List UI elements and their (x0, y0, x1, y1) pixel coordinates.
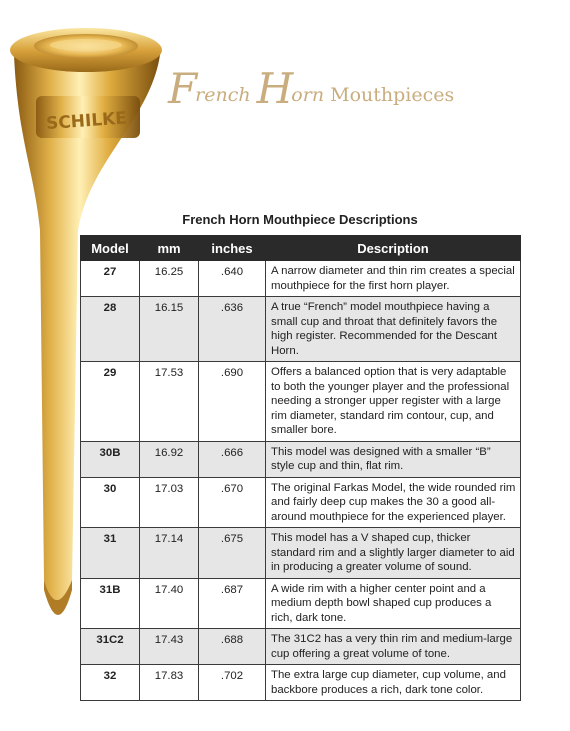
table-header-row (81, 236, 521, 261)
title-mouthpieces: Mouthpieces (330, 84, 455, 106)
engraving-text: SCHILKE (45, 108, 128, 135)
cell-mm: 17.53 (140, 362, 199, 442)
cell-mm: 17.14 (140, 528, 199, 579)
cell-description: A wide rim with a higher center point and a medium depth bowl shaped cup produces a rich, dark tone. (266, 578, 521, 629)
header-mm: mm (140, 236, 199, 261)
table-title: French Horn Mouthpiece Descriptions (182, 212, 418, 227)
cell-model: 27 (81, 261, 140, 297)
table-row (81, 441, 521, 477)
cell-inches: .670 (199, 477, 266, 528)
cell-inches: .702 (199, 665, 266, 701)
cell-description: This model was designed with a smaller “B” style cup and thin, flat rim. (266, 441, 521, 477)
cell-model: 31 (81, 528, 140, 579)
table-row (81, 665, 521, 701)
cell-model: 32 (81, 665, 140, 701)
cell-description: This model has a V shaped cup, thicker standard rim and a slightly larger diameter to aid in producing a greater volume of sound. (266, 528, 521, 579)
table-row (81, 261, 521, 297)
cell-mm: 17.40 (140, 578, 199, 629)
cell-mm: 17.03 (140, 477, 199, 528)
cell-description: A true “French” model mouthpiece having a small cup and throat that definitely favors the high register. Recommended for the Descant Horn. (266, 297, 521, 362)
table-row (81, 629, 521, 665)
cell-mm: 16.15 (140, 297, 199, 362)
header-model: Model (81, 236, 140, 261)
cell-inches: .666 (199, 441, 266, 477)
cell-inches: .636 (199, 297, 266, 362)
table-row (81, 362, 521, 442)
cell-mm: 16.25 (140, 261, 199, 297)
cell-description: The original Farkas Model, the wide rounded rim and fairly deep cup makes the 30 a good all-around mouthpiece for the experienced player. (266, 477, 521, 528)
header-description: Description (266, 236, 521, 261)
cell-inches: .690 (199, 362, 266, 442)
title-initial-f: F (168, 64, 196, 113)
cell-inches: .640 (199, 261, 266, 297)
mouthpiece-table (80, 235, 521, 701)
table-row (81, 578, 521, 629)
cell-mm: 17.43 (140, 629, 199, 665)
header-inches: inches (199, 236, 266, 261)
cell-description: Offers a balanced option that is very adaptable to both the younger player and the professional needing a stronger upper register with a large rim diameter, standard rim contour, cup, and smaller bore. (266, 362, 521, 442)
cell-model: 31C2 (81, 629, 140, 665)
table-row (81, 297, 521, 362)
cell-model: 30B (81, 441, 140, 477)
cell-model: 29 (81, 362, 140, 442)
cell-inches: .687 (199, 578, 266, 629)
brand-title: French Horn Mouthpieces (168, 64, 455, 113)
cell-description: The 31C2 has a very thin rim and medium-large cup offering a great volume of tone. (266, 629, 521, 665)
cell-mm: 17.83 (140, 665, 199, 701)
cell-description: A narrow diameter and thin rim creates a special mouthpiece for the first horn player. (266, 261, 521, 297)
cell-inches: .688 (199, 629, 266, 665)
table-row (81, 528, 521, 579)
table-row (81, 477, 521, 528)
cell-inches: .675 (199, 528, 266, 579)
cell-description: The extra large cup diameter, cup volume, and backbore produces a rich, dark tone color. (266, 665, 521, 701)
title-initial-h: H (256, 64, 292, 113)
cell-model: 31B (81, 578, 140, 629)
cell-model: 28 (81, 297, 140, 362)
cell-mm: 16.92 (140, 441, 199, 477)
cell-model: 30 (81, 477, 140, 528)
